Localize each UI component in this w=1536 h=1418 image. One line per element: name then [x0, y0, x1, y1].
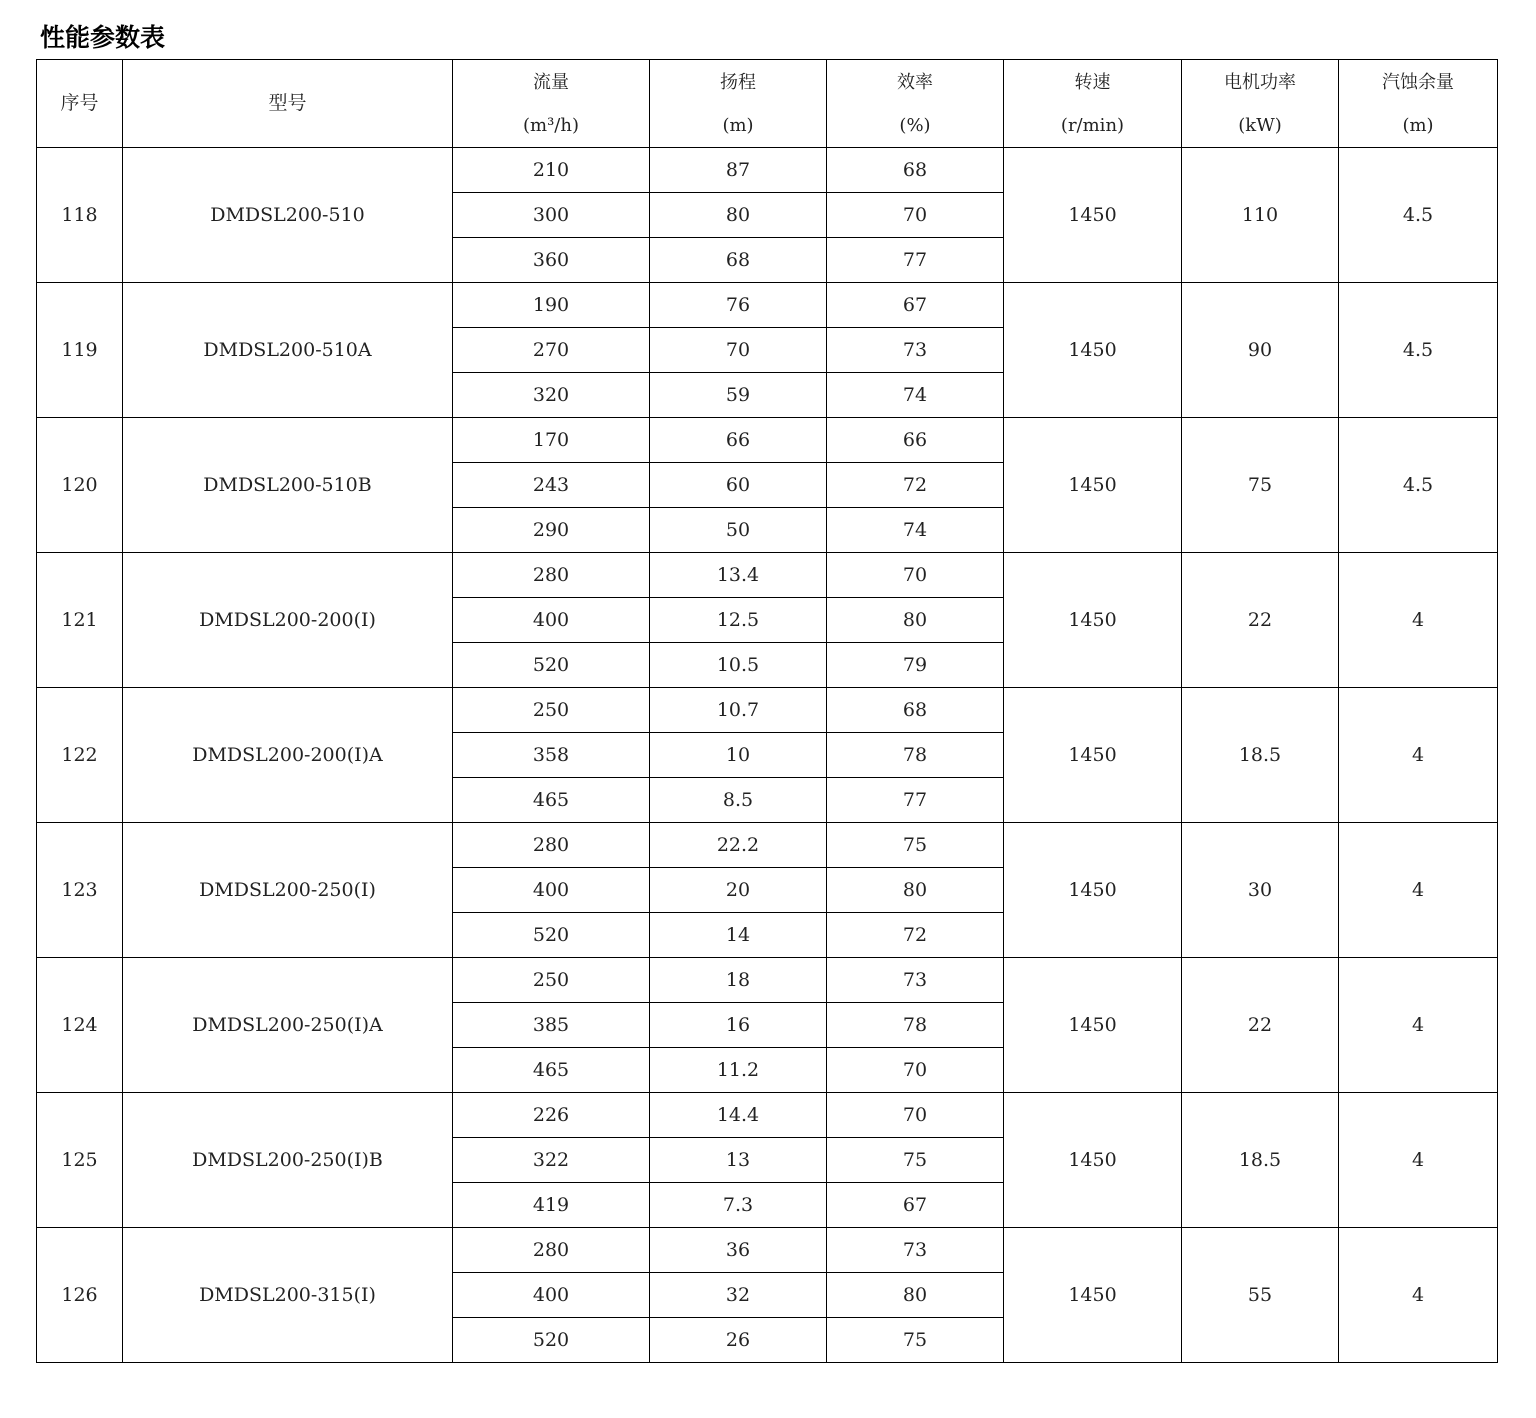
cell-efficiency: 78 [827, 733, 1004, 778]
cell-no: 126 [37, 1228, 123, 1363]
header-label: 流量 [533, 71, 569, 93]
cell-flow: 520 [453, 913, 650, 958]
cell-efficiency: 80 [827, 868, 1004, 913]
header-unit: (r/min) [1060, 114, 1125, 136]
cell-speed: 1450 [1004, 1093, 1182, 1228]
cell-model: DMDSL200-250(I)A [123, 958, 453, 1093]
cell-efficiency: 74 [827, 373, 1004, 418]
cell-efficiency: 70 [827, 1048, 1004, 1093]
header-unit: (m³/h) [523, 114, 579, 136]
cell-head: 13.4 [650, 553, 827, 598]
cell-head: 14.4 [650, 1093, 827, 1138]
cell-flow: 465 [453, 1048, 650, 1093]
cell-no: 118 [37, 148, 123, 283]
cell-model: DMDSL200-315(I) [123, 1228, 453, 1363]
cell-head: 10.5 [650, 643, 827, 688]
cell-efficiency: 73 [827, 1228, 1004, 1273]
cell-model: DMDSL200-250(I) [123, 823, 453, 958]
header-unit: (%) [899, 114, 931, 136]
cell-efficiency: 74 [827, 508, 1004, 553]
cell-no: 120 [37, 418, 123, 553]
cell-model: DMDSL200-250(I)B [123, 1093, 453, 1228]
cell-head: 11.2 [650, 1048, 827, 1093]
cell-head: 22.2 [650, 823, 827, 868]
cell-flow: 385 [453, 1003, 650, 1048]
header-label: 扬程 [720, 71, 756, 93]
cell-flow: 280 [453, 553, 650, 598]
cell-efficiency: 67 [827, 1183, 1004, 1228]
cell-head: 80 [650, 193, 827, 238]
cell-power: 30 [1182, 823, 1339, 958]
header-row [37, 60, 1498, 148]
cell-efficiency: 78 [827, 1003, 1004, 1048]
cell-no: 123 [37, 823, 123, 958]
header-label: 电机功率 [1224, 71, 1296, 93]
cell-head: 14 [650, 913, 827, 958]
table-row [37, 283, 1498, 328]
cell-flow: 520 [453, 643, 650, 688]
cell-no: 125 [37, 1093, 123, 1228]
cell-model: DMDSL200-510 [123, 148, 453, 283]
cell-speed: 1450 [1004, 958, 1182, 1093]
cell-flow: 250 [453, 688, 650, 733]
cell-flow: 170 [453, 418, 650, 463]
cell-flow: 300 [453, 193, 650, 238]
cell-npsh: 4.5 [1339, 148, 1498, 283]
cell-model: DMDSL200-200(I)A [123, 688, 453, 823]
cell-efficiency: 77 [827, 778, 1004, 823]
cell-head: 10.7 [650, 688, 827, 733]
cell-head: 66 [650, 418, 827, 463]
cell-flow: 250 [453, 958, 650, 1003]
table-row [37, 418, 1498, 463]
cell-power: 22 [1182, 958, 1339, 1093]
cell-head: 70 [650, 328, 827, 373]
cell-flow: 322 [453, 1138, 650, 1183]
cell-flow: 190 [453, 283, 650, 328]
header-label: 序号 [60, 92, 99, 114]
cell-speed: 1450 [1004, 688, 1182, 823]
header-npsh [1339, 60, 1498, 148]
cell-head: 13 [650, 1138, 827, 1183]
cell-efficiency: 73 [827, 958, 1004, 1003]
cell-npsh: 4 [1339, 688, 1498, 823]
spec-table [36, 59, 1498, 1363]
cell-model: DMDSL200-200(I) [123, 553, 453, 688]
cell-npsh: 4 [1339, 1093, 1498, 1228]
cell-efficiency: 68 [827, 688, 1004, 733]
table-row [37, 148, 1498, 193]
cell-flow: 290 [453, 508, 650, 553]
cell-head: 50 [650, 508, 827, 553]
cell-power: 55 [1182, 1228, 1339, 1363]
table-row [37, 1228, 1498, 1273]
table-row [37, 688, 1498, 733]
header-label: 转速 [1074, 71, 1111, 93]
cell-head: 26 [650, 1318, 827, 1363]
header-unit: (kW) [1238, 114, 1282, 136]
cell-power: 90 [1182, 283, 1339, 418]
cell-flow: 360 [453, 238, 650, 283]
cell-efficiency: 66 [827, 418, 1004, 463]
cell-efficiency: 73 [827, 328, 1004, 373]
cell-flow: 400 [453, 1273, 650, 1318]
cell-flow: 400 [453, 598, 650, 643]
cell-npsh: 4.5 [1339, 418, 1498, 553]
cell-no: 119 [37, 283, 123, 418]
cell-efficiency: 70 [827, 193, 1004, 238]
cell-head: 16 [650, 1003, 827, 1048]
cell-flow: 320 [453, 373, 650, 418]
cell-flow: 400 [453, 868, 650, 913]
cell-no: 121 [37, 553, 123, 688]
cell-npsh: 4 [1339, 1228, 1498, 1363]
cell-speed: 1450 [1004, 823, 1182, 958]
header-flow [453, 60, 650, 148]
cell-flow: 210 [453, 148, 650, 193]
header-speed [1004, 60, 1182, 148]
cell-flow: 280 [453, 1228, 650, 1273]
cell-flow: 419 [453, 1183, 650, 1228]
cell-flow: 226 [453, 1093, 650, 1138]
cell-efficiency: 70 [827, 1093, 1004, 1138]
cell-efficiency: 75 [827, 1318, 1004, 1363]
cell-efficiency: 70 [827, 553, 1004, 598]
header-label: 效率 [897, 71, 933, 93]
cell-head: 12.5 [650, 598, 827, 643]
cell-efficiency: 72 [827, 913, 1004, 958]
header-label: 汽蚀余量 [1382, 71, 1454, 93]
cell-head: 76 [650, 283, 827, 328]
cell-head: 10 [650, 733, 827, 778]
cell-efficiency: 75 [827, 1138, 1004, 1183]
cell-head: 32 [650, 1273, 827, 1318]
table-row [37, 1093, 1498, 1138]
cell-flow: 280 [453, 823, 650, 868]
cell-npsh: 4 [1339, 958, 1498, 1093]
table-row [37, 553, 1498, 598]
cell-efficiency: 80 [827, 1273, 1004, 1318]
cell-flow: 270 [453, 328, 650, 373]
header-efficiency [827, 60, 1004, 148]
cell-head: 7.3 [650, 1183, 827, 1228]
cell-efficiency: 67 [827, 283, 1004, 328]
cell-head: 59 [650, 373, 827, 418]
cell-efficiency: 68 [827, 148, 1004, 193]
cell-efficiency: 77 [827, 238, 1004, 283]
page-title: 性能参数表 [40, 23, 166, 52]
cell-efficiency: 72 [827, 463, 1004, 508]
cell-no: 124 [37, 958, 123, 1093]
cell-speed: 1450 [1004, 283, 1182, 418]
cell-head: 8.5 [650, 778, 827, 823]
cell-head: 18 [650, 958, 827, 1003]
cell-power: 22 [1182, 553, 1339, 688]
cell-speed: 1450 [1004, 418, 1182, 553]
header-head [650, 60, 827, 148]
cell-power: 110 [1182, 148, 1339, 283]
header-unit: (m) [1402, 114, 1434, 136]
header-power [1182, 60, 1339, 148]
cell-npsh: 4.5 [1339, 283, 1498, 418]
cell-head: 20 [650, 868, 827, 913]
cell-npsh: 4 [1339, 553, 1498, 688]
table-body [37, 148, 1498, 1363]
cell-flow: 520 [453, 1318, 650, 1363]
cell-head: 60 [650, 463, 827, 508]
cell-speed: 1450 [1004, 148, 1182, 283]
cell-npsh: 4 [1339, 823, 1498, 958]
cell-flow: 358 [453, 733, 650, 778]
cell-flow: 465 [453, 778, 650, 823]
cell-head: 87 [650, 148, 827, 193]
cell-efficiency: 80 [827, 598, 1004, 643]
header-label: 型号 [268, 92, 307, 114]
cell-model: DMDSL200-510B [123, 418, 453, 553]
cell-speed: 1450 [1004, 1228, 1182, 1363]
cell-power: 18.5 [1182, 1093, 1339, 1228]
cell-power: 18.5 [1182, 688, 1339, 823]
cell-model: DMDSL200-510A [123, 283, 453, 418]
header-model [123, 60, 453, 148]
table-row [37, 823, 1498, 868]
cell-power: 75 [1182, 418, 1339, 553]
cell-flow: 243 [453, 463, 650, 508]
cell-head: 36 [650, 1228, 827, 1273]
header-no [37, 60, 123, 148]
cell-speed: 1450 [1004, 553, 1182, 688]
cell-efficiency: 75 [827, 823, 1004, 868]
table-row [37, 958, 1498, 1003]
cell-efficiency: 79 [827, 643, 1004, 688]
cell-head: 68 [650, 238, 827, 283]
cell-no: 122 [37, 688, 123, 823]
header-unit: (m) [722, 114, 754, 136]
